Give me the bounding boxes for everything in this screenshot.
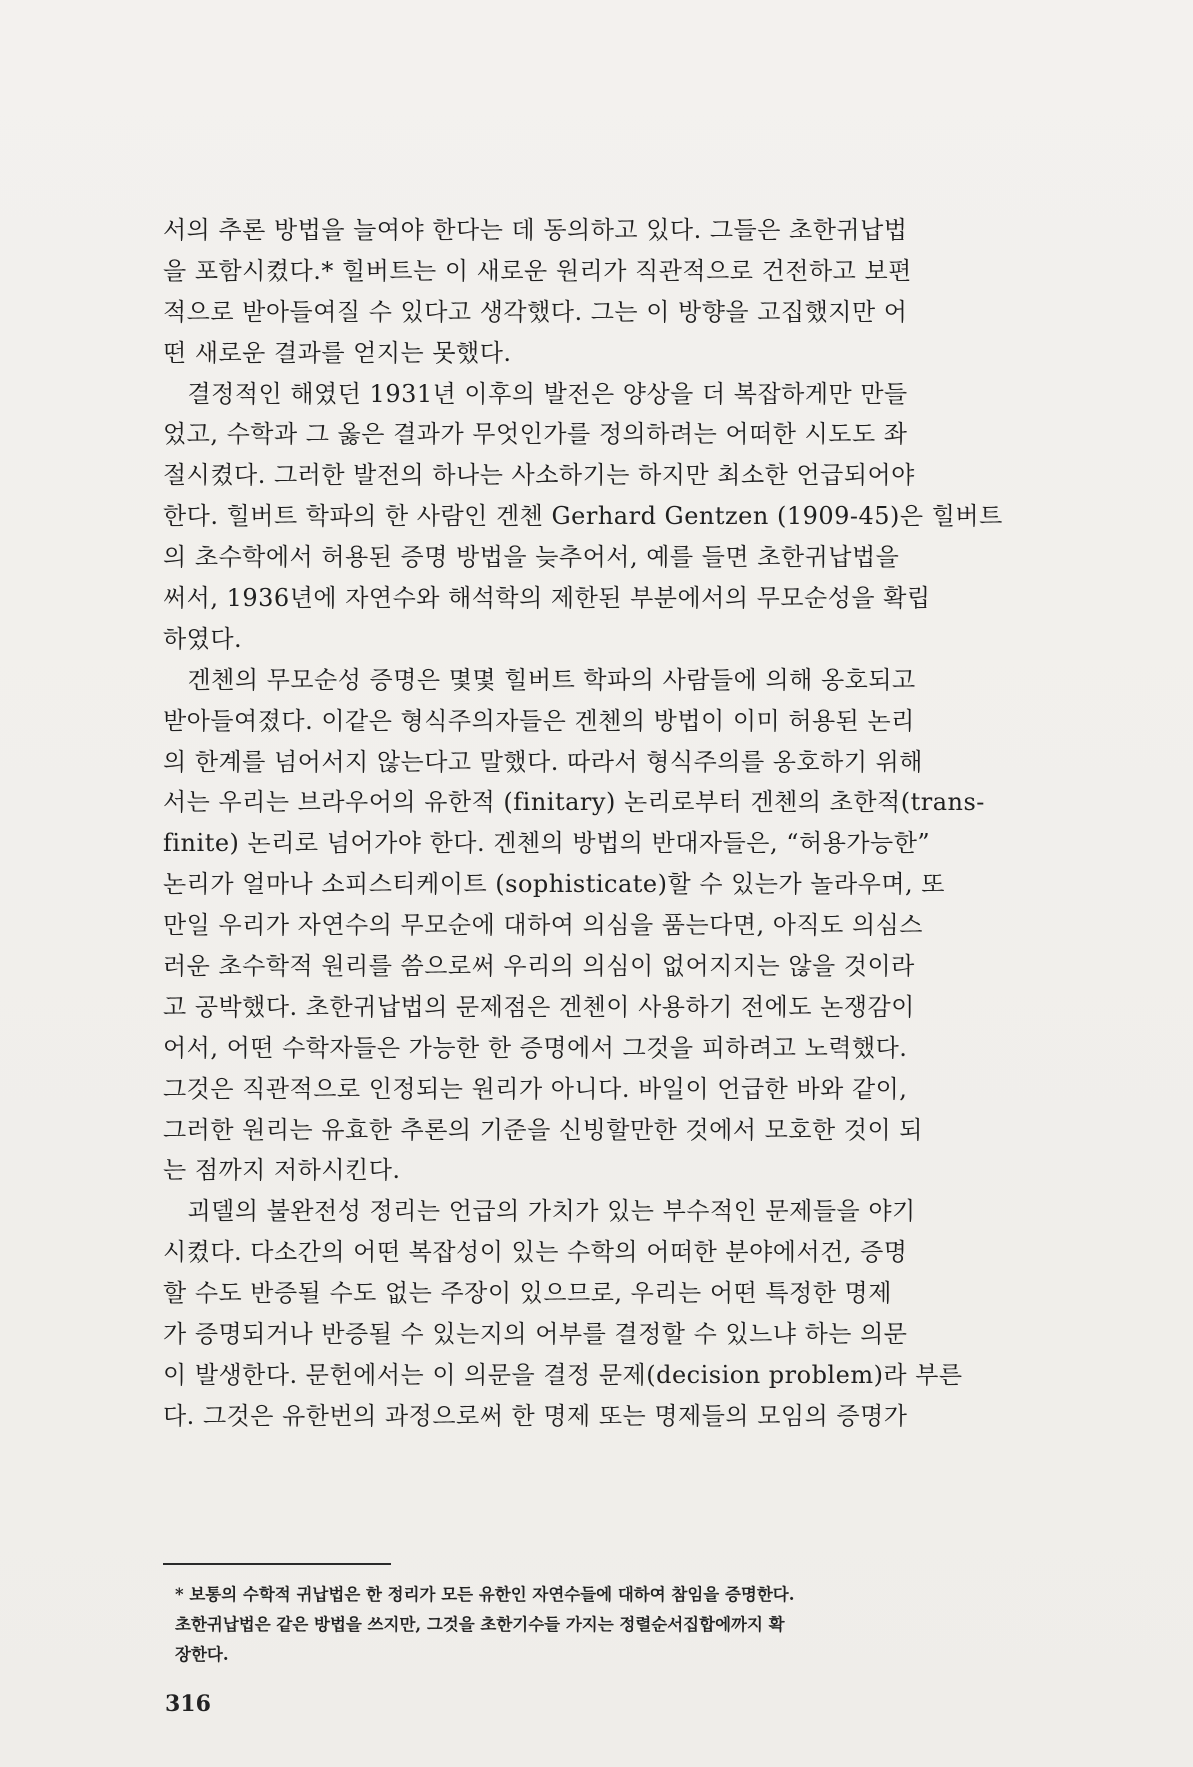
text-line: 절시켰다. 그러한 발전의 하나는 사소하기는 하지만 최소한 언급되어야 [163, 461, 915, 490]
page-number: 316 [165, 1691, 211, 1717]
text-line: 써서, 1936년에 자연수와 해석학의 제한된 부분에서의 무모순성을 확립 [163, 584, 931, 613]
text-line: 어서, 어떤 수학자들은 가능한 한 증명에서 그것을 피하려고 노력했다. [163, 1033, 908, 1062]
text-line: 었고, 수학과 그 옳은 결과가 무엇인가를 정의하려는 어떠한 시도도 좌 [163, 420, 908, 449]
footnote-line: 초한귀납법은 같은 방법을 쓰지만, 그것을 초한기수들 가지는 정렬순서집합에까지 확 [175, 1615, 785, 1634]
text-line: 그러한 원리는 유효한 추론의 기준을 신빙할만한 것에서 모호한 것이 되 [163, 1115, 923, 1144]
text-line: 그것은 직관적으로 인정되는 원리가 아니다. 바일이 언급한 바와 같이, [163, 1074, 908, 1103]
footnote-line: * 보통의 수학적 귀납법은 한 정리가 모든 유한인 자연수들에 대하여 참임을 증명한다. [175, 1585, 795, 1604]
text-line: 적으로 받아들여질 수 있다고 생각했다. 그는 이 방향을 고집했지만 어 [163, 297, 908, 326]
text-line: 논리가 얼마나 소피스티케이트 (sophisticate)할 수 있는가 놀라우며, 또 [163, 870, 945, 899]
text-line: 하였다. [163, 624, 243, 653]
text-line: 겐첸의 무모순성 증명은 몇몇 힐버트 학파의 사람들에 의해 옹호되고 [163, 665, 916, 694]
text-line: 떤 새로운 결과를 얻지는 못했다. [163, 338, 512, 367]
text-line: 서는 우리는 브라우어의 유한적 (finitary) 논리로부터 겐첸의 초한적(trans- [163, 788, 985, 817]
text-line: 한다. 힐버트 학파의 한 사람인 겐첸 Gerhard Gentzen (1909-45)은 힐버트 [163, 502, 1003, 531]
text-line: 의 한계를 넘어서지 않는다고 말했다. 따라서 형식주의를 옹호하기 위해 [163, 747, 923, 776]
text-line: 서의 추론 방법을 늘여야 한다는 데 동의하고 있다. 그들은 초한귀납법 [163, 216, 908, 244]
footnote-divider [163, 1563, 391, 1565]
body-text [163, 210, 1023, 1437]
text-line: 받아들여졌다. 이같은 형식주의자들은 겐첸의 방법이 이미 허용된 논리 [163, 706, 915, 735]
footnote [175, 1580, 1015, 1670]
text-line: 만일 우리가 자연수의 무모순에 대하여 의심을 품는다면, 아직도 의심스 [163, 911, 923, 940]
text-line: 을 포함시켰다.* 힐버트는 이 새로운 원리가 직관적으로 건전하고 보편 [163, 256, 912, 285]
text-line: 고 공박했다. 초한귀납법의 문제점은 겐첸이 사용하기 전에도 논쟁감이 [163, 992, 915, 1021]
text-line: 다. 그것은 유한번의 과정으로써 한 명제 또는 명제들의 모임의 증명가 [163, 1401, 908, 1430]
text-line: 할 수도 반증될 수도 없는 주장이 있으므로, 우리는 어떤 특정한 명제 [163, 1279, 892, 1308]
text-line: 는 점까지 저하시킨다. [163, 1156, 401, 1185]
footnote-line: 장한다. [175, 1645, 229, 1664]
text-line: 가 증명되거나 반증될 수 있는지의 어부를 결정할 수 있느냐 하는 의문 [163, 1320, 908, 1349]
text-line: 러운 초수학적 원리를 씀으로써 우리의 의심이 없어지지는 않을 것이라 [163, 952, 915, 981]
text-line: 결정적인 해였던 1931년 이후의 발전은 양상을 더 복잡하게만 만들 [163, 379, 908, 408]
text-line: 이 발생한다. 문헌에서는 이 의문을 결정 문제(decision problem)라 부른 [163, 1360, 963, 1389]
text-line: 시켰다. 다소간의 어떤 복잡성이 있는 수학의 어떠한 분야에서건, 증명 [163, 1238, 908, 1267]
text-line: 괴델의 불완전성 정리는 언급의 가치가 있는 부수적인 문제들을 야기 [163, 1197, 916, 1226]
text-line: 의 초수학에서 허용된 증명 방법을 늦추어서, 예를 들면 초한귀납법을 [163, 543, 900, 572]
text-line: finite) 논리로 넘어가야 한다. 겐첸의 방법의 반대자들은, “허용가능한” [163, 829, 931, 858]
